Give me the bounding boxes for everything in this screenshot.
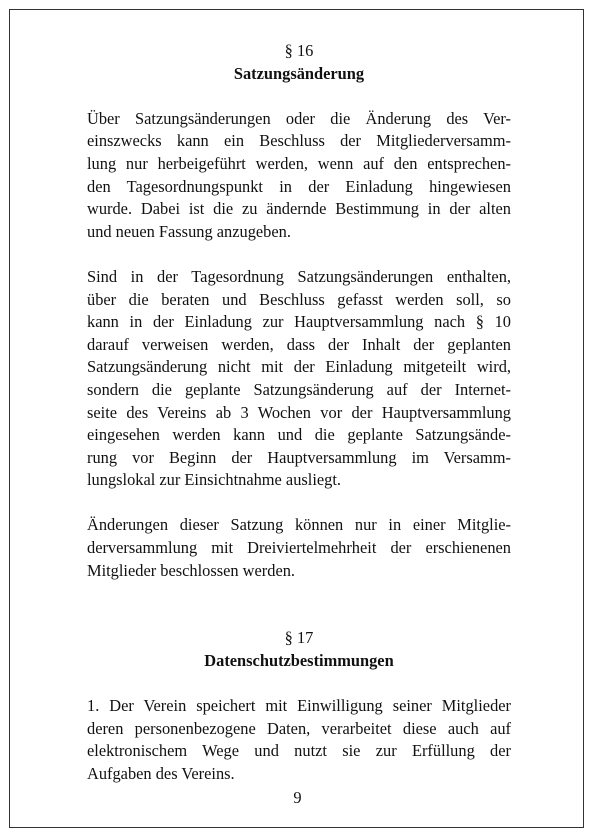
- text-line: darauf verweisen werden, dass der Inhalt der geplanten: [87, 334, 511, 354]
- text-line: Änderungen dieser Satzung können nur in einer Mitglie-: [87, 515, 511, 535]
- text-line: Satzungsänderung nicht mit der Einladung mitgeteilt wird,: [87, 357, 511, 377]
- section-number: § 16: [284, 41, 314, 60]
- text-line: derversammlung mit Dreiviertelmehrheit der erschienenen: [87, 538, 511, 558]
- text-line: deren personenbezogene Daten, verarbeitet diese auch auf: [87, 718, 511, 738]
- text-line: einszwecks kann ein Beschluss der Mitgliederversamm-: [87, 131, 511, 151]
- page-number: 9: [293, 788, 302, 807]
- paragraph: [87, 695, 511, 785]
- paragraph: [87, 514, 511, 582]
- text-line: rung vor Beginn der Hauptversammlung im Versamm-: [87, 447, 511, 467]
- text-line: eingesehen werden kann und die geplante Satzungsände-: [87, 425, 511, 445]
- document-body: [87, 40, 511, 785]
- section-title: Satzungsänderung: [233, 63, 365, 83]
- text-line: und neuen Fassung anzugeben.: [87, 221, 291, 241]
- text-line: 1. Der Verein speichert mit Einwilligung seiner Mitglieder: [87, 696, 511, 716]
- section-title: Datenschutzbestimmungen: [204, 650, 394, 670]
- section-17: [87, 627, 511, 785]
- paragraph: [87, 108, 511, 244]
- text-line: sondern die geplante Satzungsänderung auf der Internet-: [87, 379, 511, 399]
- text-line: lungslokal zur Einsichtnahme ausliegt.: [87, 470, 341, 490]
- text-line: den Tagesordnungspunkt in der Einladung hingewiesen: [87, 176, 511, 196]
- text-line: Aufgaben des Vereins.: [87, 763, 235, 783]
- text-line: wurde. Dabei ist die zu ändernde Bestimmung in der alten: [87, 199, 511, 219]
- text-line: über die beraten und Beschluss gefasst werden soll, so: [87, 289, 511, 309]
- section-16: [87, 40, 511, 582]
- text-line: Mitglieder beschlossen werden.: [87, 560, 296, 580]
- text-line: Über Satzungsänderungen oder die Änderung des Ver-: [87, 108, 511, 128]
- text-line: seite des Vereins ab 3 Wochen vor der Hauptversammlung: [87, 402, 511, 422]
- text-line: lung nur herbeigeführt werden, wenn auf den entsprechen-: [87, 153, 511, 173]
- text-line: elektronischem Wege und nutzt sie zur Erfüllung der: [87, 741, 511, 761]
- text-line: Sind in der Tagesordnung Satzungsänderungen enthalten,: [87, 266, 511, 286]
- section-number: § 17: [284, 628, 314, 648]
- text-line: kann in der Einladung zur Hauptversammlung nach § 10: [87, 312, 511, 332]
- paragraph: [87, 266, 511, 492]
